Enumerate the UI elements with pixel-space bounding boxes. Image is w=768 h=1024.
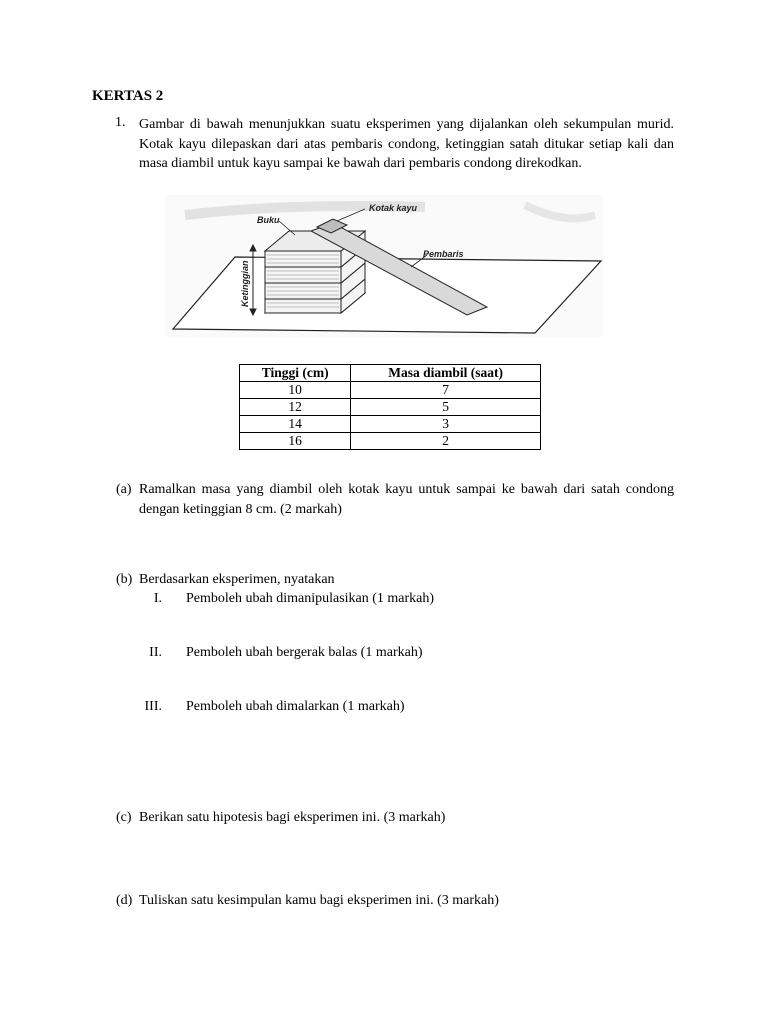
page-title: KERTAS 2: [92, 88, 164, 104]
part-b-item-num: III.: [144, 699, 162, 714]
table-row: [240, 382, 541, 399]
experiment-figure: [165, 195, 603, 337]
table-row: [240, 416, 541, 433]
table-cell: 2: [351, 433, 541, 450]
part-d-text: Tuliskan satu kesimpulan kamu bagi eksperimen ini. (3 markah): [139, 893, 499, 908]
table-row: [240, 433, 541, 450]
label-book: Buku: [257, 215, 280, 225]
table-cell: 3: [351, 416, 541, 433]
table-cell: 7: [351, 382, 541, 399]
table-cell: 16: [240, 433, 351, 450]
part-b-label: (b): [116, 572, 133, 587]
part-b-item-text: Pemboleh ubah dimanipulasikan (1 markah): [186, 591, 435, 606]
data-table: [239, 364, 541, 450]
table-cell: 10: [240, 382, 351, 399]
label-ruler: Pembaris: [423, 249, 464, 259]
part-a-label: (a): [116, 482, 132, 497]
table-cell: 12: [240, 399, 351, 416]
part-b-item-text: Pemboleh ubah bergerak balas (1 markah): [186, 645, 423, 660]
part-b-text: Berdasarkan eksperimen, nyatakan: [139, 572, 335, 587]
table-header: Tinggi (cm): [240, 365, 351, 382]
table-row: [240, 399, 541, 416]
part-b-item-num: I.: [153, 591, 162, 606]
part-c-text: Berikan satu hipotesis bagi eksperimen ini. (3 markah): [139, 810, 446, 825]
part-b-item-num: II.: [149, 645, 162, 660]
part-c-label: (c): [116, 810, 132, 825]
question-number: 1.: [115, 115, 126, 130]
question-text: Gambar di bawah menunjukkan suatu eksperimen yang dijalankan oleh sekumpulan murid. Kotak kayu dilepaskan dari atas pembaris condong, ketinggian satah ditukar setiap kali dan masa diambil untuk kayu sampai ke bawah dari pembaris condong direkodkan.: [139, 117, 674, 171]
table-cell: 14: [240, 416, 351, 433]
table-cell: 5: [351, 399, 541, 416]
part-d-label: (d): [116, 893, 133, 908]
part-a-text: Ramalkan masa yang diambil oleh kotak kayu untuk sampai ke bawah dari satah condong dengan ketinggian 8 cm. (2 markah): [139, 482, 674, 517]
table-header: Masa diambil (saat): [351, 365, 541, 382]
label-box: Kotak kayu: [369, 203, 418, 213]
label-height: Ketinggian: [240, 260, 250, 307]
part-b-item-text: Pemboleh ubah dimalarkan (1 markah): [186, 699, 405, 714]
